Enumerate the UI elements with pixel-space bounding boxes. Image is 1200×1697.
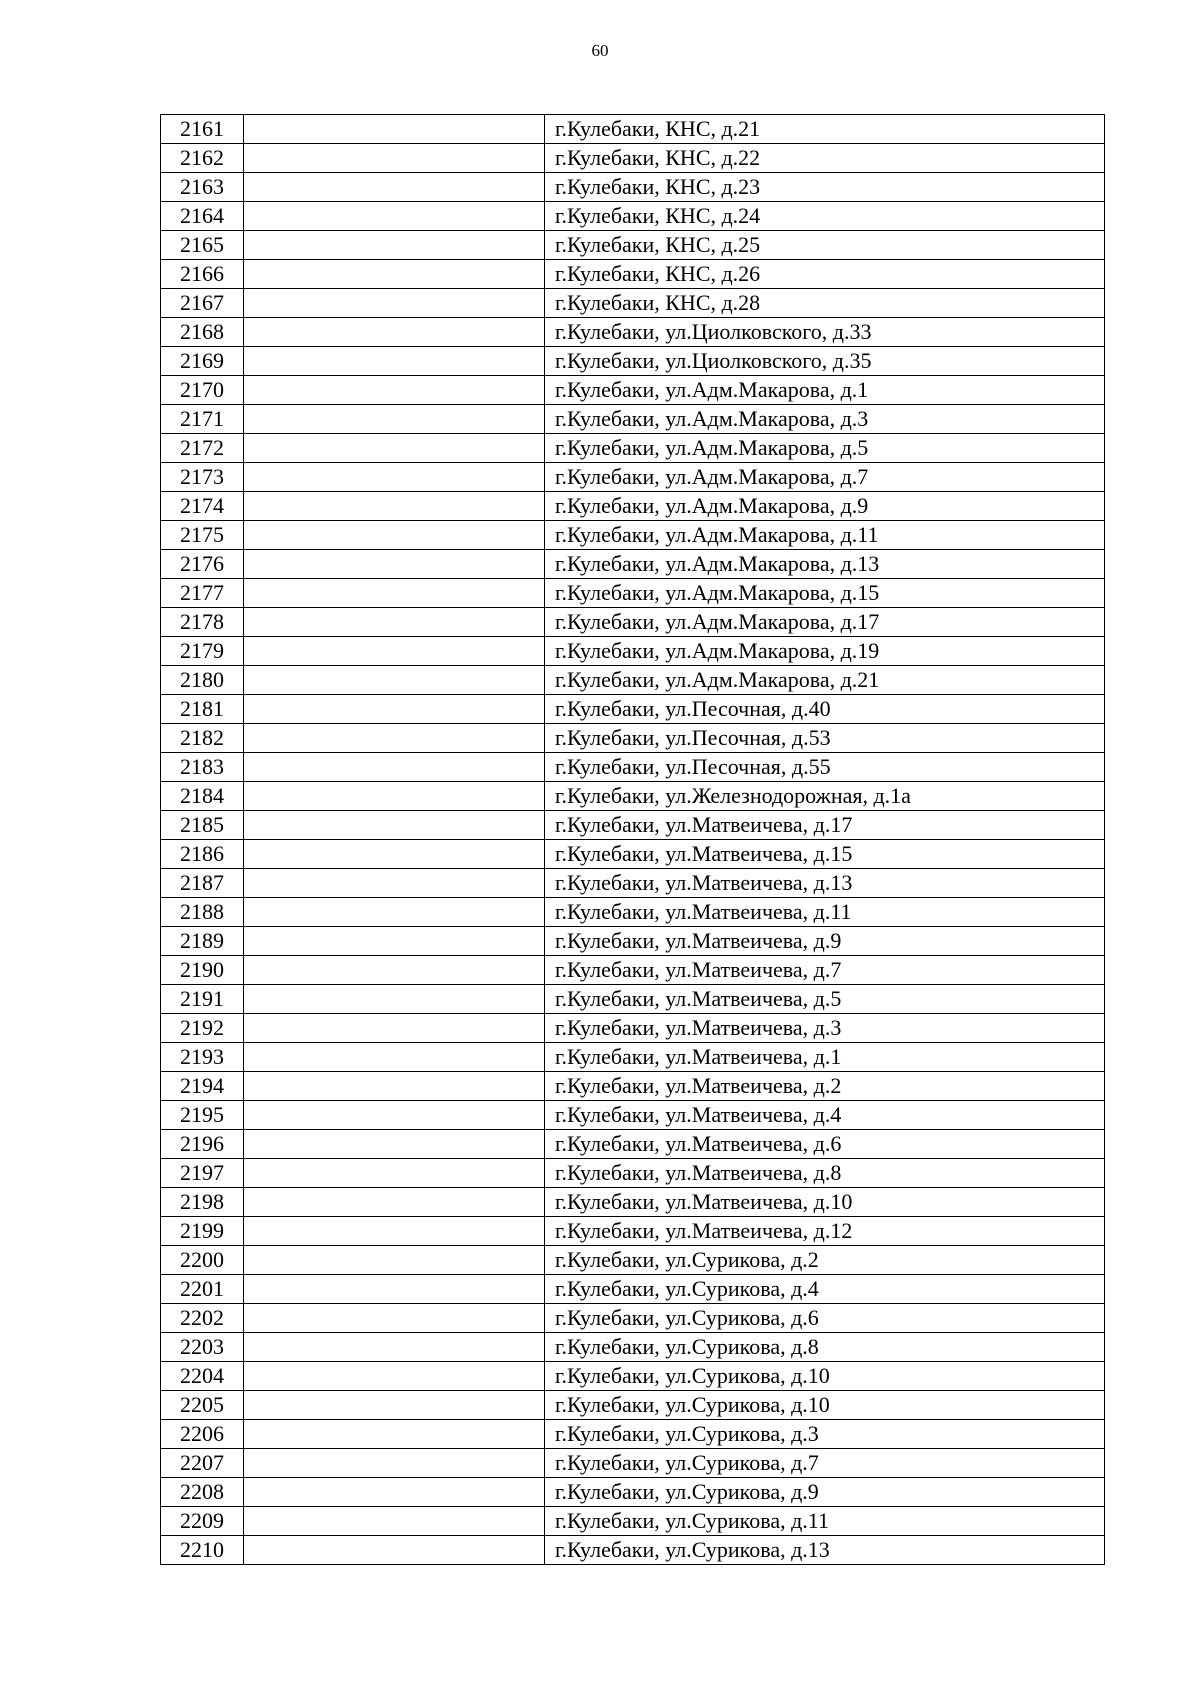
address-cell: г.Кулебаки, ул.Адм.Макарова, д.9 bbox=[545, 492, 1105, 521]
table-row bbox=[161, 1362, 1105, 1391]
address-cell: г.Кулебаки, ул.Адм.Макарова, д.13 bbox=[545, 550, 1105, 579]
row-number-cell: 2206 bbox=[161, 1420, 244, 1449]
table-row bbox=[161, 492, 1105, 521]
address-cell: г.Кулебаки, ул.Матвеичева, д.6 bbox=[545, 1130, 1105, 1159]
empty-cell bbox=[244, 405, 545, 434]
address-table bbox=[160, 114, 1105, 1565]
row-number-cell: 2198 bbox=[161, 1188, 244, 1217]
row-number-cell: 2204 bbox=[161, 1362, 244, 1391]
row-number-cell: 2196 bbox=[161, 1130, 244, 1159]
table-row bbox=[161, 753, 1105, 782]
table-row bbox=[161, 289, 1105, 318]
address-cell: г.Кулебаки, ул.Матвеичева, д.4 bbox=[545, 1101, 1105, 1130]
empty-cell bbox=[244, 1043, 545, 1072]
address-cell: г.Кулебаки, ул.Сурикова, д.6 bbox=[545, 1304, 1105, 1333]
address-cell: г.Кулебаки, ул.Матвеичева, д.9 bbox=[545, 927, 1105, 956]
address-cell: г.Кулебаки, ул.Адм.Макарова, д.3 bbox=[545, 405, 1105, 434]
table-row bbox=[161, 1130, 1105, 1159]
row-number-cell: 2183 bbox=[161, 753, 244, 782]
table-row bbox=[161, 1159, 1105, 1188]
row-number-cell: 2186 bbox=[161, 840, 244, 869]
address-cell: г.Кулебаки, КНС, д.22 bbox=[545, 144, 1105, 173]
table-row bbox=[161, 318, 1105, 347]
empty-cell bbox=[244, 1217, 545, 1246]
row-number-cell: 2195 bbox=[161, 1101, 244, 1130]
row-number-cell: 2169 bbox=[161, 347, 244, 376]
address-cell: г.Кулебаки, ул.Циолковского, д.33 bbox=[545, 318, 1105, 347]
row-number-cell: 2164 bbox=[161, 202, 244, 231]
table-row bbox=[161, 1101, 1105, 1130]
row-number-cell: 2168 bbox=[161, 318, 244, 347]
address-cell: г.Кулебаки, ул.Матвеичева, д.8 bbox=[545, 1159, 1105, 1188]
row-number-cell: 2182 bbox=[161, 724, 244, 753]
address-cell: г.Кулебаки, ул.Матвеичева, д.2 bbox=[545, 1072, 1105, 1101]
empty-cell bbox=[244, 550, 545, 579]
table-row bbox=[161, 1478, 1105, 1507]
empty-cell bbox=[244, 753, 545, 782]
table-row bbox=[161, 1217, 1105, 1246]
address-cell: г.Кулебаки, ул.Матвеичева, д.13 bbox=[545, 869, 1105, 898]
row-number-cell: 2200 bbox=[161, 1246, 244, 1275]
table-row bbox=[161, 1014, 1105, 1043]
row-number-cell: 2172 bbox=[161, 434, 244, 463]
table-row bbox=[161, 1246, 1105, 1275]
row-number-cell: 2205 bbox=[161, 1391, 244, 1420]
address-cell: г.Кулебаки, ул.Песочная, д.55 bbox=[545, 753, 1105, 782]
row-number-cell: 2178 bbox=[161, 608, 244, 637]
table-row bbox=[161, 724, 1105, 753]
empty-cell bbox=[244, 724, 545, 753]
empty-cell bbox=[244, 811, 545, 840]
empty-cell bbox=[244, 695, 545, 724]
empty-cell bbox=[244, 1072, 545, 1101]
address-cell: г.Кулебаки, ул.Сурикова, д.9 bbox=[545, 1478, 1105, 1507]
address-cell: г.Кулебаки, ул.Матвеичева, д.15 bbox=[545, 840, 1105, 869]
table-row bbox=[161, 434, 1105, 463]
table-row bbox=[161, 579, 1105, 608]
address-cell: г.Кулебаки, ул.Сурикова, д.11 bbox=[545, 1507, 1105, 1536]
empty-cell bbox=[244, 898, 545, 927]
row-number-cell: 2197 bbox=[161, 1159, 244, 1188]
empty-cell bbox=[244, 608, 545, 637]
row-number-cell: 2180 bbox=[161, 666, 244, 695]
table-row bbox=[161, 1449, 1105, 1478]
table-row bbox=[161, 1333, 1105, 1362]
empty-cell bbox=[244, 1014, 545, 1043]
row-number-cell: 2161 bbox=[161, 115, 244, 144]
empty-cell bbox=[244, 1478, 545, 1507]
address-cell: г.Кулебаки, ул.Адм.Макарова, д.15 bbox=[545, 579, 1105, 608]
table-row bbox=[161, 898, 1105, 927]
table-row bbox=[161, 1507, 1105, 1536]
table-row bbox=[161, 956, 1105, 985]
address-cell: г.Кулебаки, ул.Матвеичева, д.3 bbox=[545, 1014, 1105, 1043]
empty-cell bbox=[244, 1420, 545, 1449]
row-number-cell: 2179 bbox=[161, 637, 244, 666]
empty-cell bbox=[244, 1304, 545, 1333]
empty-cell bbox=[244, 666, 545, 695]
empty-cell bbox=[244, 260, 545, 289]
empty-cell bbox=[244, 869, 545, 898]
table-row bbox=[161, 376, 1105, 405]
empty-cell bbox=[244, 927, 545, 956]
empty-cell bbox=[244, 376, 545, 405]
table-row bbox=[161, 608, 1105, 637]
row-number-cell: 2176 bbox=[161, 550, 244, 579]
empty-cell bbox=[244, 1507, 545, 1536]
table-row bbox=[161, 1420, 1105, 1449]
row-number-cell: 2199 bbox=[161, 1217, 244, 1246]
table-row bbox=[161, 1536, 1105, 1565]
table-row bbox=[161, 985, 1105, 1014]
empty-cell bbox=[244, 521, 545, 550]
empty-cell bbox=[244, 434, 545, 463]
address-cell: г.Кулебаки, ул.Сурикова, д.4 bbox=[545, 1275, 1105, 1304]
table-row bbox=[161, 1043, 1105, 1072]
address-cell: г.Кулебаки, КНС, д.26 bbox=[545, 260, 1105, 289]
table-row bbox=[161, 811, 1105, 840]
table-row bbox=[161, 144, 1105, 173]
row-number-cell: 2201 bbox=[161, 1275, 244, 1304]
row-number-cell: 2207 bbox=[161, 1449, 244, 1478]
address-cell: г.Кулебаки, ул.Сурикова, д.2 bbox=[545, 1246, 1105, 1275]
empty-cell bbox=[244, 840, 545, 869]
empty-cell bbox=[244, 782, 545, 811]
empty-cell bbox=[244, 318, 545, 347]
row-number-cell: 2209 bbox=[161, 1507, 244, 1536]
empty-cell bbox=[244, 1188, 545, 1217]
empty-cell bbox=[244, 289, 545, 318]
row-number-cell: 2203 bbox=[161, 1333, 244, 1362]
row-number-cell: 2163 bbox=[161, 173, 244, 202]
table-row bbox=[161, 637, 1105, 666]
table-row bbox=[161, 115, 1105, 144]
empty-cell bbox=[244, 579, 545, 608]
empty-cell bbox=[244, 231, 545, 260]
address-cell: г.Кулебаки, ул.Адм.Макарова, д.5 bbox=[545, 434, 1105, 463]
address-cell: г.Кулебаки, ул.Сурикова, д.8 bbox=[545, 1333, 1105, 1362]
row-number-cell: 2188 bbox=[161, 898, 244, 927]
empty-cell bbox=[244, 173, 545, 202]
table-row bbox=[161, 1072, 1105, 1101]
address-cell: г.Кулебаки, ул.Адм.Макарова, д.21 bbox=[545, 666, 1105, 695]
table-row bbox=[161, 782, 1105, 811]
empty-cell bbox=[244, 144, 545, 173]
row-number-cell: 2181 bbox=[161, 695, 244, 724]
row-number-cell: 2173 bbox=[161, 463, 244, 492]
empty-cell bbox=[244, 202, 545, 231]
address-cell: г.Кулебаки, ул.Матвеичева, д.12 bbox=[545, 1217, 1105, 1246]
row-number-cell: 2202 bbox=[161, 1304, 244, 1333]
table-row bbox=[161, 202, 1105, 231]
row-number-cell: 2194 bbox=[161, 1072, 244, 1101]
empty-cell bbox=[244, 1246, 545, 1275]
row-number-cell: 2170 bbox=[161, 376, 244, 405]
address-table-body bbox=[161, 115, 1105, 1565]
row-number-cell: 2171 bbox=[161, 405, 244, 434]
table-row bbox=[161, 666, 1105, 695]
row-number-cell: 2208 bbox=[161, 1478, 244, 1507]
row-number-cell: 2191 bbox=[161, 985, 244, 1014]
address-cell: г.Кулебаки, ул.Адм.Макарова, д.19 bbox=[545, 637, 1105, 666]
table-row bbox=[161, 550, 1105, 579]
address-cell: г.Кулебаки, ул.Матвеичева, д.17 bbox=[545, 811, 1105, 840]
row-number-cell: 2175 bbox=[161, 521, 244, 550]
empty-cell bbox=[244, 985, 545, 1014]
table-row bbox=[161, 695, 1105, 724]
empty-cell bbox=[244, 1362, 545, 1391]
address-cell: г.Кулебаки, ул.Матвеичева, д.5 bbox=[545, 985, 1105, 1014]
address-cell: г.Кулебаки, ул.Сурикова, д.10 bbox=[545, 1391, 1105, 1420]
address-cell: г.Кулебаки, ул.Адм.Макарова, д.17 bbox=[545, 608, 1105, 637]
table-row bbox=[161, 521, 1105, 550]
row-number-cell: 2177 bbox=[161, 579, 244, 608]
empty-cell bbox=[244, 463, 545, 492]
row-number-cell: 2174 bbox=[161, 492, 244, 521]
address-cell: г.Кулебаки, ул.Матвеичева, д.11 bbox=[545, 898, 1105, 927]
empty-cell bbox=[244, 115, 545, 144]
address-cell: г.Кулебаки, ул.Песочная, д.40 bbox=[545, 695, 1105, 724]
empty-cell bbox=[244, 492, 545, 521]
row-number-cell: 2190 bbox=[161, 956, 244, 985]
table-row bbox=[161, 260, 1105, 289]
address-cell: г.Кулебаки, КНС, д.28 bbox=[545, 289, 1105, 318]
table-row bbox=[161, 173, 1105, 202]
empty-cell bbox=[244, 1130, 545, 1159]
table-row bbox=[161, 347, 1105, 376]
address-cell: г.Кулебаки, ул.Сурикова, д.7 bbox=[545, 1449, 1105, 1478]
empty-cell bbox=[244, 1159, 545, 1188]
row-number-cell: 2162 bbox=[161, 144, 244, 173]
table-row bbox=[161, 840, 1105, 869]
address-cell: г.Кулебаки, ул.Матвеичева, д.10 bbox=[545, 1188, 1105, 1217]
address-cell: г.Кулебаки, КНС, д.21 bbox=[545, 115, 1105, 144]
empty-cell bbox=[244, 1449, 545, 1478]
row-number-cell: 2184 bbox=[161, 782, 244, 811]
table-row bbox=[161, 463, 1105, 492]
address-cell: г.Кулебаки, КНС, д.25 bbox=[545, 231, 1105, 260]
table-row bbox=[161, 927, 1105, 956]
empty-cell bbox=[244, 637, 545, 666]
address-cell: г.Кулебаки, ул.Матвеичева, д.1 bbox=[545, 1043, 1105, 1072]
address-cell: г.Кулебаки, КНС, д.23 bbox=[545, 173, 1105, 202]
row-number-cell: 2189 bbox=[161, 927, 244, 956]
address-cell: г.Кулебаки, ул.Песочная, д.53 bbox=[545, 724, 1105, 753]
table-row bbox=[161, 1188, 1105, 1217]
empty-cell bbox=[244, 956, 545, 985]
row-number-cell: 2187 bbox=[161, 869, 244, 898]
address-cell: г.Кулебаки, ул.Циолковского, д.35 bbox=[545, 347, 1105, 376]
table-row bbox=[161, 405, 1105, 434]
row-number-cell: 2210 bbox=[161, 1536, 244, 1565]
table-row bbox=[161, 869, 1105, 898]
table-row bbox=[161, 1304, 1105, 1333]
empty-cell bbox=[244, 1101, 545, 1130]
address-cell: г.Кулебаки, КНС, д.24 bbox=[545, 202, 1105, 231]
address-cell: г.Кулебаки, ул.Сурикова, д.10 bbox=[545, 1362, 1105, 1391]
row-number-cell: 2193 bbox=[161, 1043, 244, 1072]
address-cell: г.Кулебаки, ул.Сурикова, д.3 bbox=[545, 1420, 1105, 1449]
table-row bbox=[161, 1391, 1105, 1420]
page-number: 60 bbox=[591, 41, 609, 60]
address-cell: г.Кулебаки, ул.Адм.Макарова, д.7 bbox=[545, 463, 1105, 492]
table-row bbox=[161, 231, 1105, 260]
table-row bbox=[161, 1275, 1105, 1304]
empty-cell bbox=[244, 1536, 545, 1565]
address-cell: г.Кулебаки, ул.Железнодорожная, д.1а bbox=[545, 782, 1105, 811]
row-number-cell: 2166 bbox=[161, 260, 244, 289]
address-cell: г.Кулебаки, ул.Адм.Макарова, д.11 bbox=[545, 521, 1105, 550]
row-number-cell: 2165 bbox=[161, 231, 244, 260]
address-cell: г.Кулебаки, ул.Матвеичева, д.7 bbox=[545, 956, 1105, 985]
empty-cell bbox=[244, 347, 545, 376]
empty-cell bbox=[244, 1333, 545, 1362]
row-number-cell: 2167 bbox=[161, 289, 244, 318]
row-number-cell: 2185 bbox=[161, 811, 244, 840]
address-cell: г.Кулебаки, ул.Сурикова, д.13 bbox=[545, 1536, 1105, 1565]
empty-cell bbox=[244, 1391, 545, 1420]
empty-cell bbox=[244, 1275, 545, 1304]
row-number-cell: 2192 bbox=[161, 1014, 244, 1043]
address-cell: г.Кулебаки, ул.Адм.Макарова, д.1 bbox=[545, 376, 1105, 405]
